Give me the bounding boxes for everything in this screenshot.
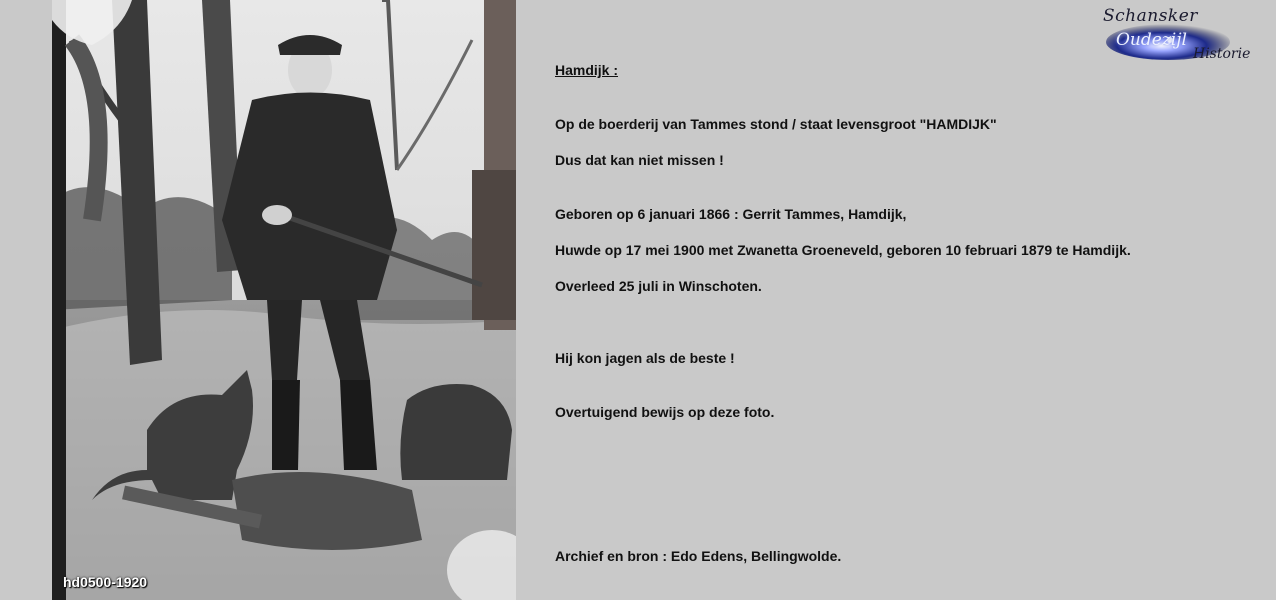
paragraph-proof: Overtuigend bewijs op deze foto. xyxy=(555,404,775,420)
photo-caption: hd0500-1920 xyxy=(63,574,148,590)
photo-image xyxy=(52,0,516,600)
paragraph-married: Huwde op 17 mei 1900 met Zwanetta Groeneveld, geboren 10 februari 1879 te Hamdijk. xyxy=(555,242,1131,258)
logo-word-historie: Historie xyxy=(1193,46,1251,62)
paragraph-born: Geboren op 6 januari 1866 : Gerrit Tammes, Hamdijk, xyxy=(555,206,907,222)
historic-photo xyxy=(52,0,516,600)
site-logo[interactable] xyxy=(1098,2,1270,66)
article-heading: Hamdijk : xyxy=(555,62,619,78)
logo-word-oudezijl: Oudezijl xyxy=(1116,30,1187,50)
paragraph-farm-name: Op de boerderij van Tammes stond / staat levensgroot "HAMDIJK" xyxy=(555,116,997,132)
paragraph-died: Overleed 25 juli in Winschoten. xyxy=(555,278,762,294)
paragraph-cannot-miss: Dus dat kan niet missen ! xyxy=(555,152,724,168)
source-credit: Archief en bron : Edo Edens, Bellingwolde. xyxy=(555,548,842,564)
paragraph-hunting: Hij kon jagen als de beste ! xyxy=(555,350,735,366)
logo-word-schansker: Schansker xyxy=(1103,6,1198,26)
